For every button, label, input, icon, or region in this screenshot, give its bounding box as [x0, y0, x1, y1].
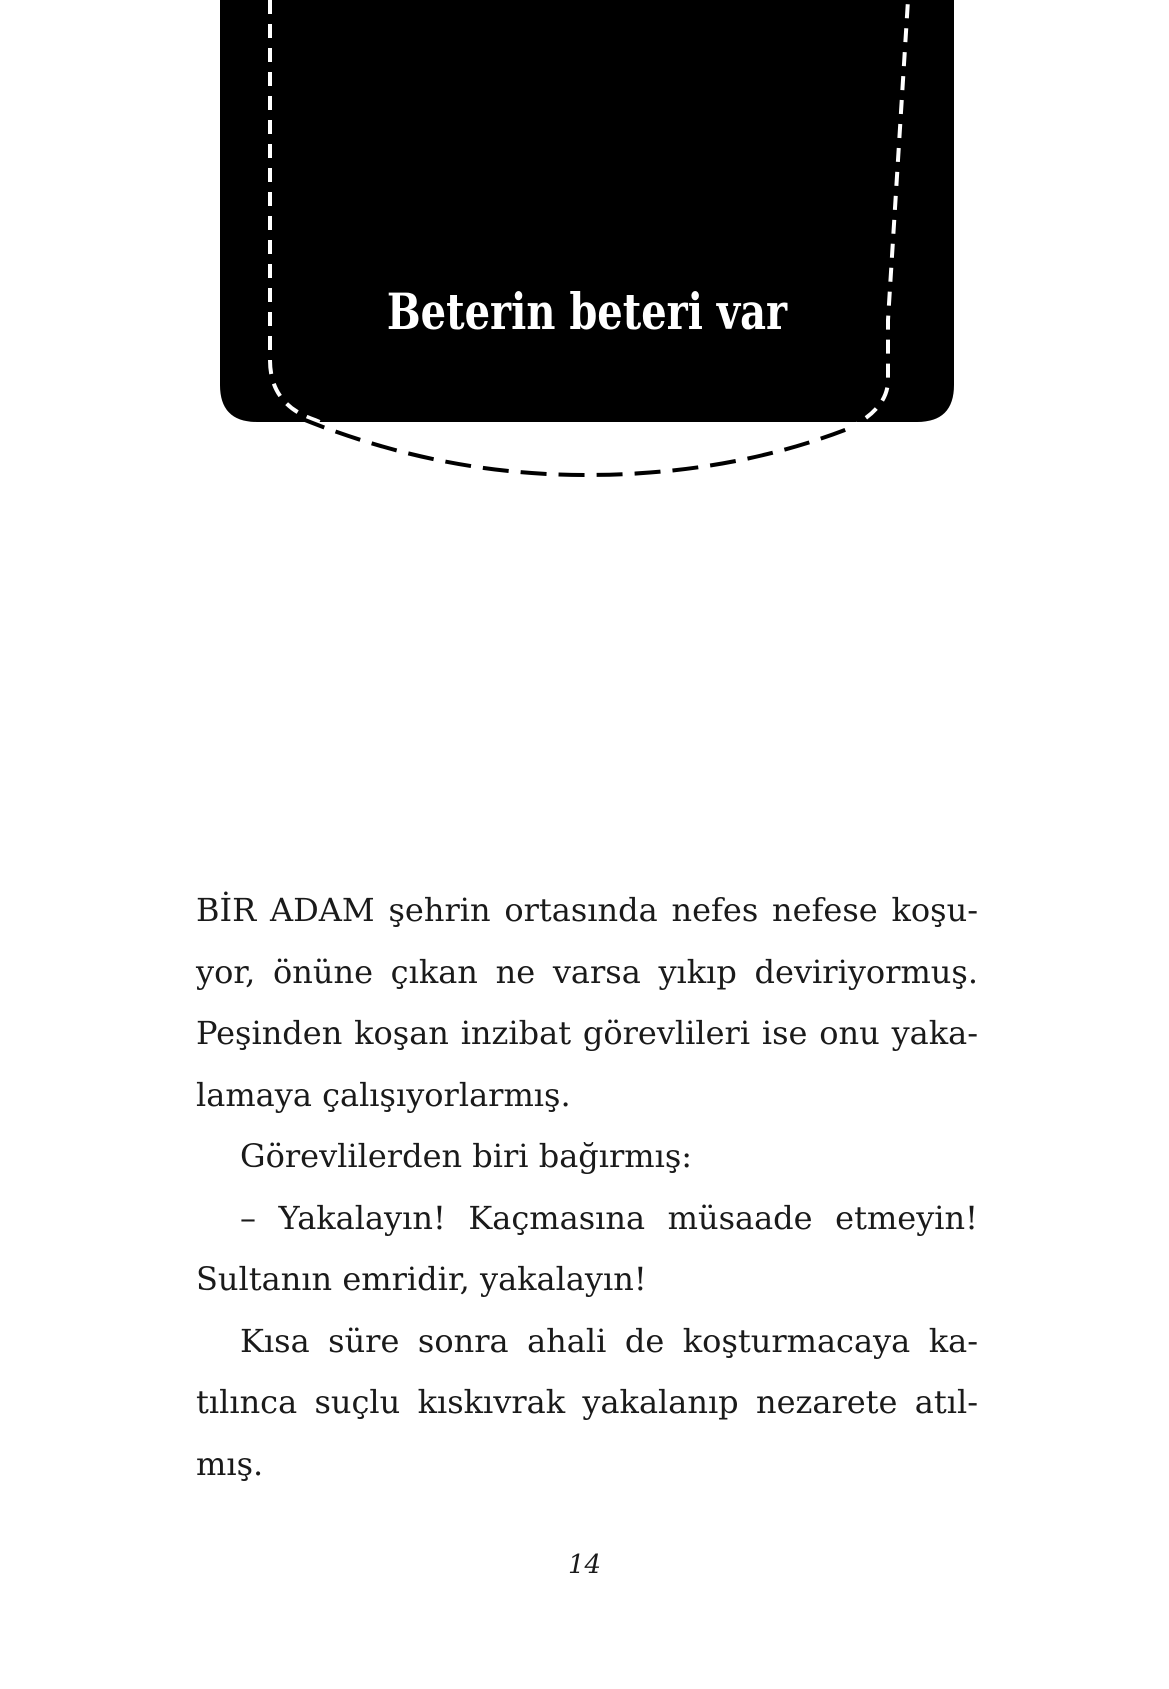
text-line: BİR ADAM şehrin ortasında nefes nefese koşu- [196, 891, 978, 929]
text-line: yor, önüne çıkan ne varsa yıkıp deviriyormuş. [196, 952, 978, 991]
header-banner-graphic [0, 0, 1169, 490]
text-line: mış. [196, 1444, 264, 1483]
text-line: Kısa süre sonra ahali de koşturmacaya ka- [240, 1321, 978, 1360]
story-text [196, 880, 978, 1495]
text-line: Sultanın emridir, yakalayın! [196, 1260, 647, 1298]
page-number: 14 [567, 1550, 602, 1580]
text-line: Görevlilerden biri bağırmış: [240, 1137, 693, 1175]
text-line: lamaya çalışıyorlarmış. [196, 1075, 571, 1114]
text-line: Peşinden koşan inzibat görevlileri ise onu yaka- [196, 1014, 978, 1052]
text-line: tılınca suçlu kıskıvrak yakalanıp nezarete atıl- [196, 1383, 978, 1421]
header-dashed-outline-below [300, 418, 850, 475]
header-banner-shape [220, 0, 954, 422]
text-line: – Yakalayın! Kaçmasına müsaade etmeyin! [240, 1198, 978, 1237]
chapter-title: Beterin beteri var [386, 282, 788, 341]
